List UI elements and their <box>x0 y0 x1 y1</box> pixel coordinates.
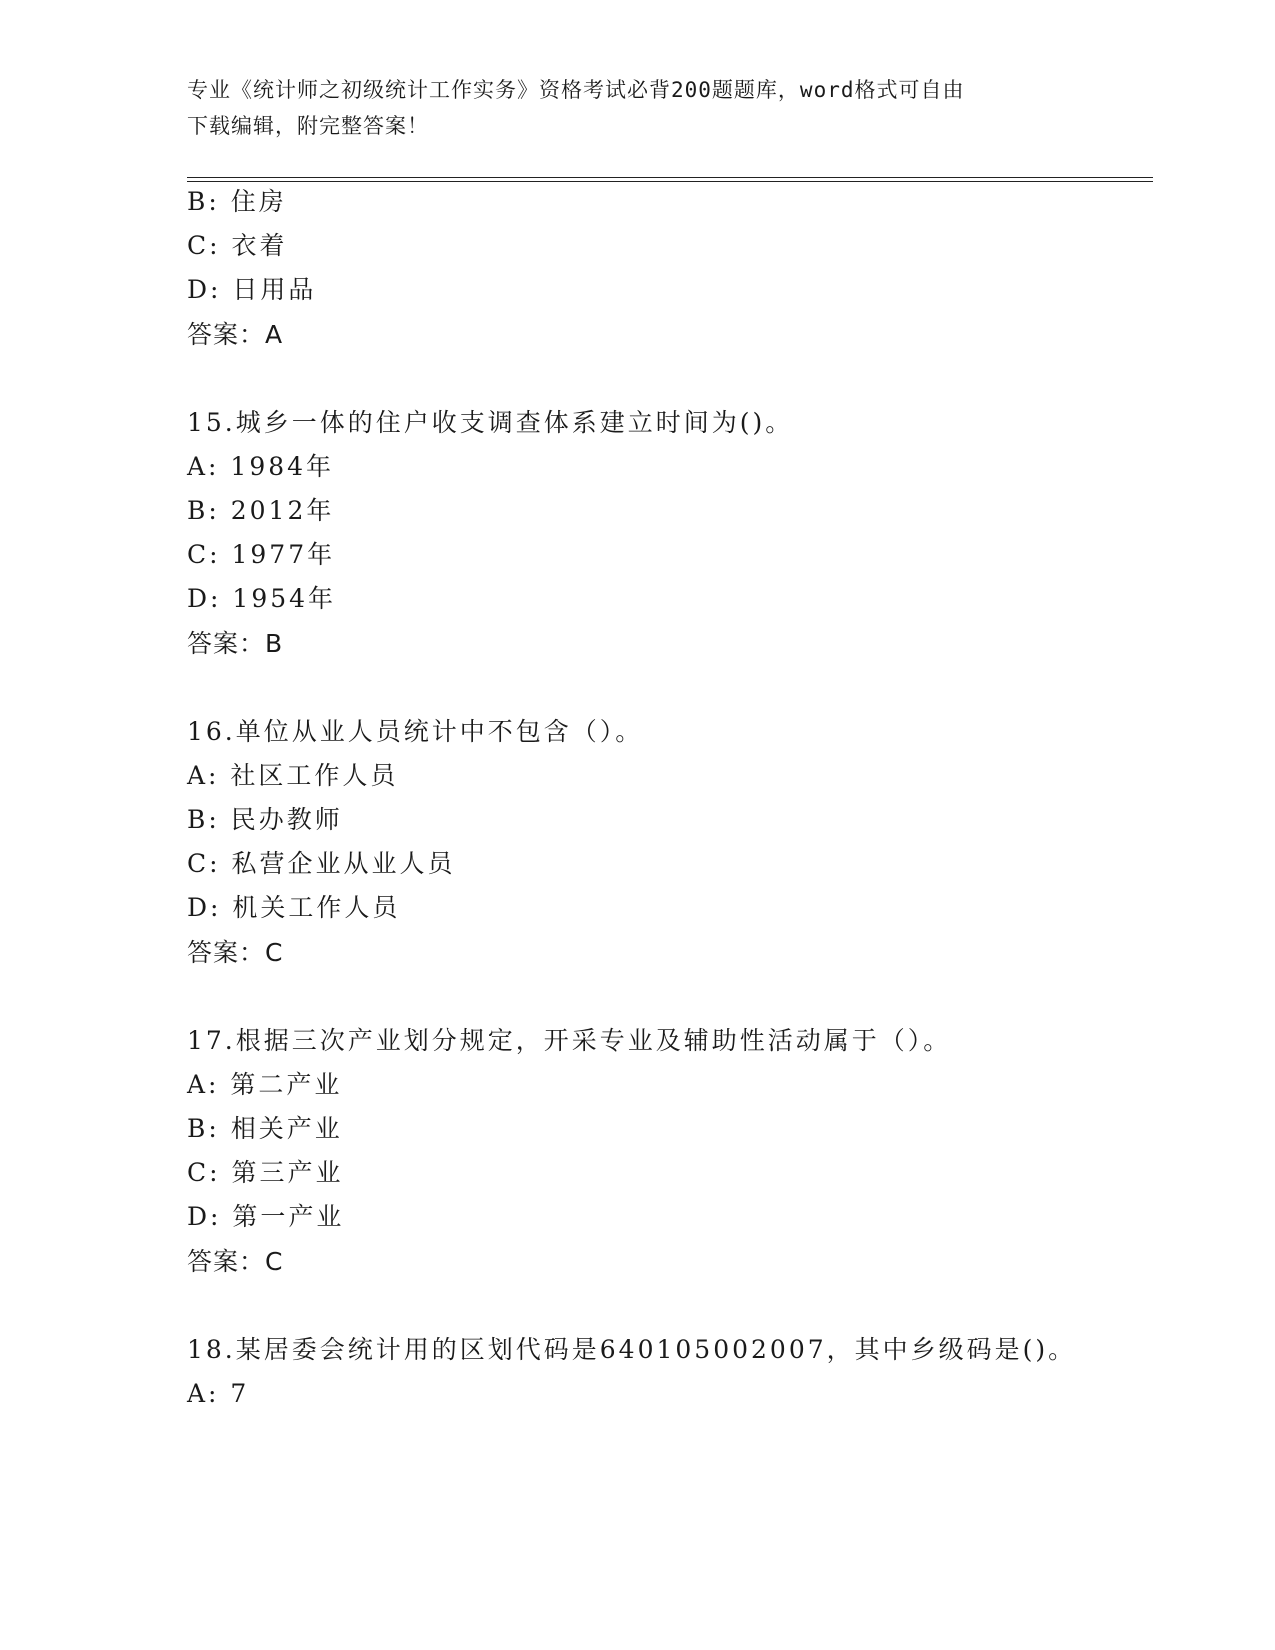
q15-option-c: C: 1977年 <box>187 540 336 569</box>
q14-option-d: D: 日用品 <box>187 275 317 304</box>
q16-option-b: B: 民办教师 <box>187 805 343 834</box>
q15-answer: 答案：B <box>187 629 284 658</box>
header-divider <box>187 177 1153 182</box>
header-title-line-1: 专业《统计师之初级统计工作实务》资格考试必背200题题库，word格式可自由 <box>187 78 965 102</box>
q14-option-c: C: 衣着 <box>187 231 288 260</box>
q16-option-a: A: 社区工作人员 <box>187 761 399 790</box>
q17-option-d: D: 第一产业 <box>187 1202 345 1231</box>
q16-answer: 答案：C <box>187 938 284 967</box>
q15-option-a: A: 1984年 <box>187 452 335 481</box>
q17-question: 17.根据三次产业划分规定，开采专业及辅助性活动属于（）。 <box>187 1026 952 1055</box>
q18-option-a: A: 7 <box>187 1379 250 1408</box>
header-title-line-2: 下载编辑，附完整答案！ <box>187 114 429 138</box>
q16-question: 16.单位从业人员统计中不包含（）。 <box>187 717 644 746</box>
q16-option-c: C: 私营企业从业人员 <box>187 849 456 878</box>
document-header <box>187 72 1087 144</box>
q15-option-b: B: 2012年 <box>187 496 335 525</box>
q15-question: 15.城乡一体的住户收支调查体系建立时间为()。 <box>187 408 794 437</box>
q17-option-b: B: 相关产业 <box>187 1114 343 1143</box>
q17-option-c: C: 第三产业 <box>187 1158 344 1187</box>
q17-answer: 答案：C <box>187 1247 284 1276</box>
q14-answer: 答案：A <box>187 320 284 349</box>
q14-option-b: B: 住房 <box>187 187 287 216</box>
q17-option-a: A: 第二产业 <box>187 1070 343 1099</box>
q18-question: 18.某居委会统计用的区划代码是640105002007，其中乡级码是()。 <box>187 1335 1077 1364</box>
q16-option-d: D: 机关工作人员 <box>187 893 401 922</box>
q15-option-d: D: 1954年 <box>187 584 337 613</box>
